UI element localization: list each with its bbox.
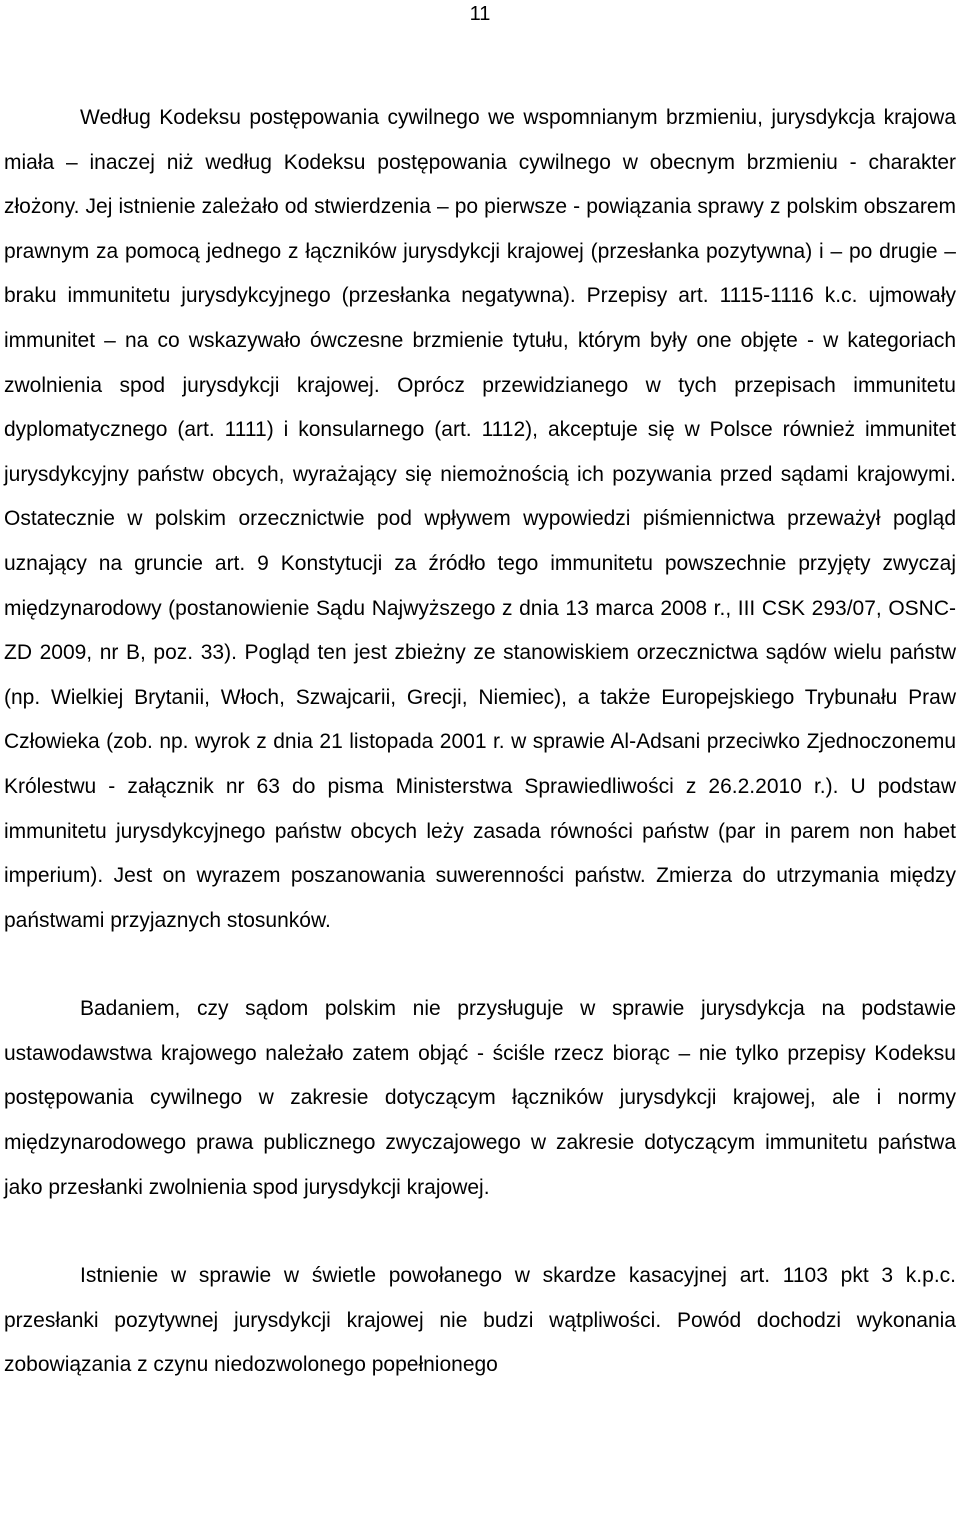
- page-number: 11: [469, 3, 491, 25]
- paragraph-2: Badaniem, czy sądom polskim nie przysługuje w sprawie jurysdykcja na podstawie ustawodawstwa krajowego należało zatem objąć - ściśle rzecz biorąc – nie tylko przepisy Kodeksu postępowania cywilnego w zakresie dotyczącym łączników jurysdykcji krajowej, ale i normy międzynarodowego prawa publicznego zwyczajowego w zakresie dotyczącym immunitetu państwa jako przesłanki zwolnienia spod jurysdykcji krajowej.: [4, 997, 956, 1199]
- document-body: [4, 96, 956, 1388]
- paragraph-1: Według Kodeksu postępowania cywilnego we wspomnianym brzmieniu, jurysdykcja krajowa miała – inaczej niż według Kodeksu postępowania cywilnego w obecnym brzmieniu - charakter złożony. Jej istnienie zależało od stwierdzenia – po pierwsze - powiązania sprawy z polskim obszarem prawnym za pomocą jednego z łączników jurysdykcji krajowej (przesłanka pozytywna) i – po drugie – braku immunitetu jurysdykcyjnego (przesłanka negatywna). Przepisy art. 1115-1116 k.c. ujmowały immunitet – na co wskazywało ówczesne brzmienie tytułu, którym były one objęte - w kategoriach zwolnienia spod jurysdykcji krajowej. Oprócz przewidzianego w tych przepisach immunitetu dyplomatycznego (art. 1111) i konsularnego (art. 1112), akceptuje się w Polsce również immunitet jurysdykcyjny państw obcych, wyrażający się niemożnością ich pozywania przed sądami krajowymi. Ostatecznie w polskim orzecznictwie pod wpływem wypowiedzi piśmiennictwa przeważył pogląd uznający na gruncie art. 9 Konstytucji za źródło tego immunitetu powszechnie przyjęty zwyczaj międzynarodowy (postanowienie Sądu Najwyższego z dnia 13 marca 2008 r., III CSK 293/07, OSNC-ZD 2009, nr B, poz. 33). Pogląd ten jest zbieżny ze stanowiskiem orzecznictwa sądów wielu państw (np. Wielkiej Brytanii, Włoch, Szwajcarii, Grecji, Niemiec), a także Europejskiego Trybunału Praw Człowieka (zob. np. wyrok z dnia 21 listopada 2001 r. w sprawie Al-Adsani przeciwko Zjednoczonemu Królestwu - załącznik nr 63 do pisma Ministerstwa Sprawiedliwości z 26.2.2010 r.). U podstaw immunitetu jurysdykcyjnego państw obcych leży zasada równości państw (par in parem non habet imperium). Jest on wyrazem poszanowania suwerenności państw. Zmierza do utrzymania między państwami przyjaznych stosunków.: [4, 106, 956, 932]
- paragraph-3: Istnienie w sprawie w świetle powołanego w skardze kasacyjnej art. 1103 pkt 3 k.p.c. przesłanki pozytywnej jurysdykcji krajowej nie budzi wątpliwości. Powód dochodzi wykonania zobowiązania z czynu niedozwolonego popełnionego: [4, 1264, 956, 1377]
